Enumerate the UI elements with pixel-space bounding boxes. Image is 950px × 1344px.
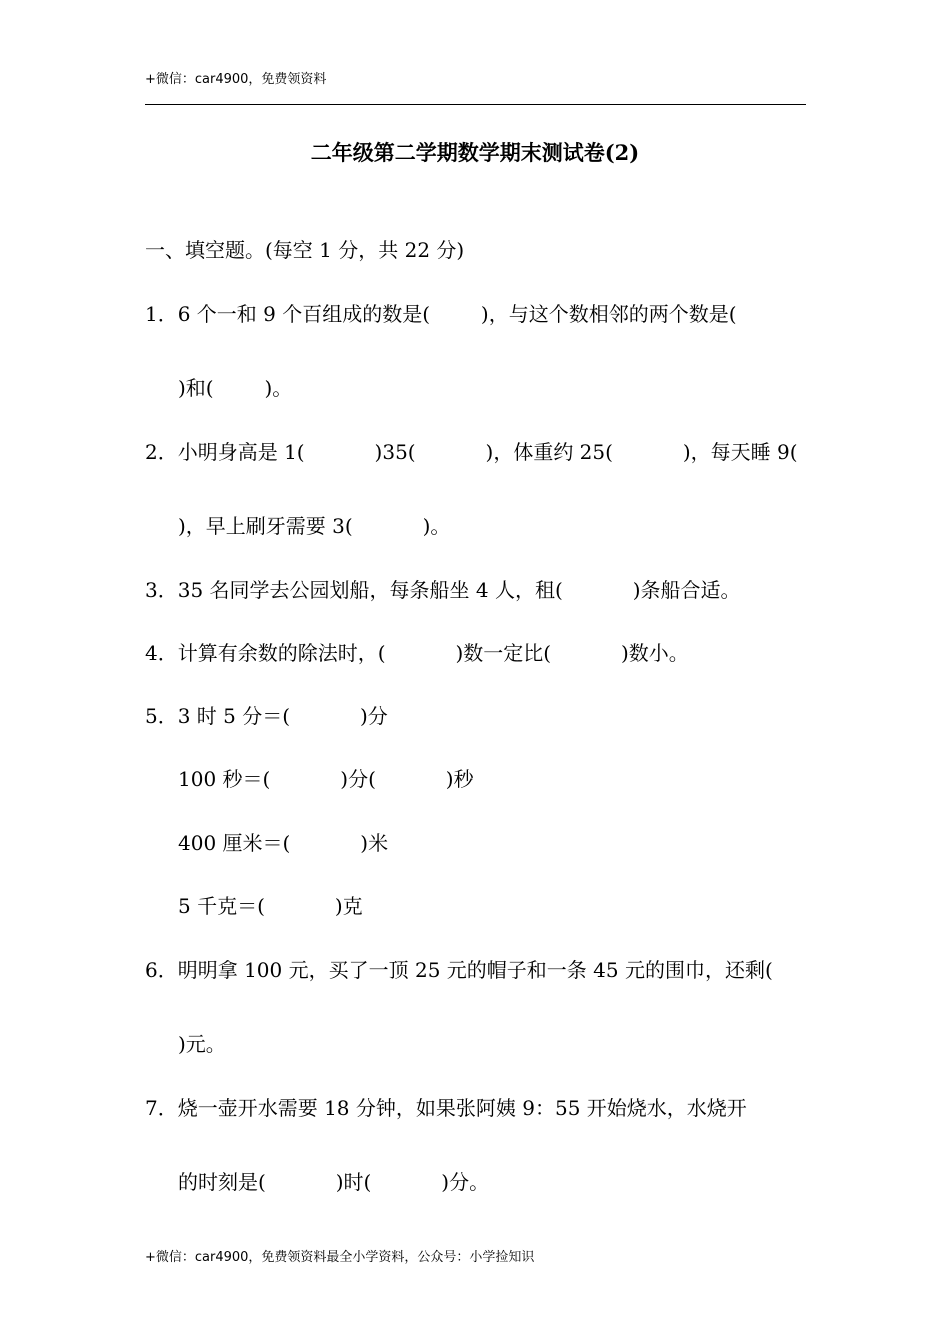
question-3: 3．35 名同学去公园划船，每条船坐 4 人，租( )条船合适。 <box>145 578 741 602</box>
page-title: 二年级第二学期数学期末测试卷(2) <box>310 140 640 165</box>
question-5-line-4: 5 千克＝( )克 <box>178 894 363 918</box>
question-1-line-1: 1．6 个一和 9 个百组成的数是( )，与这个数相邻的两个数是( <box>145 302 737 326</box>
footer-note: +微信：car4900，免费领资料最全小学资料，公众号：小学捡知识 <box>145 1250 535 1265</box>
section-heading: 一、填空题。(每空 1 分，共 22 分) <box>145 238 465 262</box>
header-note: +微信：car4900，免费领资料 <box>145 72 327 87</box>
question-6-line-1: 6．明明拿 100 元，买了一顶 25 元的帽子和一条 45 元的围巾，还剩( <box>145 958 773 982</box>
question-7-line-2: 的时刻是( )时( )分。 <box>178 1170 490 1194</box>
question-7-line-1: 7．烧一壶开水需要 18 分钟，如果张阿姨 9：55 开始烧水，水烧开 <box>145 1096 747 1120</box>
question-2-line-1: 2．小明身高是 1( )35( )，体重约 25( )，每天睡 9( <box>145 440 798 464</box>
question-6-line-2: )元。 <box>178 1032 226 1056</box>
question-5-line-3: 400 厘米＝( )米 <box>178 831 389 855</box>
question-4: 4．计算有余数的除法时，( )数一定比( )数小。 <box>145 641 689 665</box>
question-2-line-2: )，早上刷牙需要 3( )。 <box>178 514 451 538</box>
question-1-line-2: )和( )。 <box>178 376 293 400</box>
question-5-line-1: 5．3 时 5 分＝( )分 <box>145 704 388 728</box>
question-5-line-2: 100 秒＝( )分( )秒 <box>178 767 474 791</box>
header-divider <box>145 104 806 105</box>
